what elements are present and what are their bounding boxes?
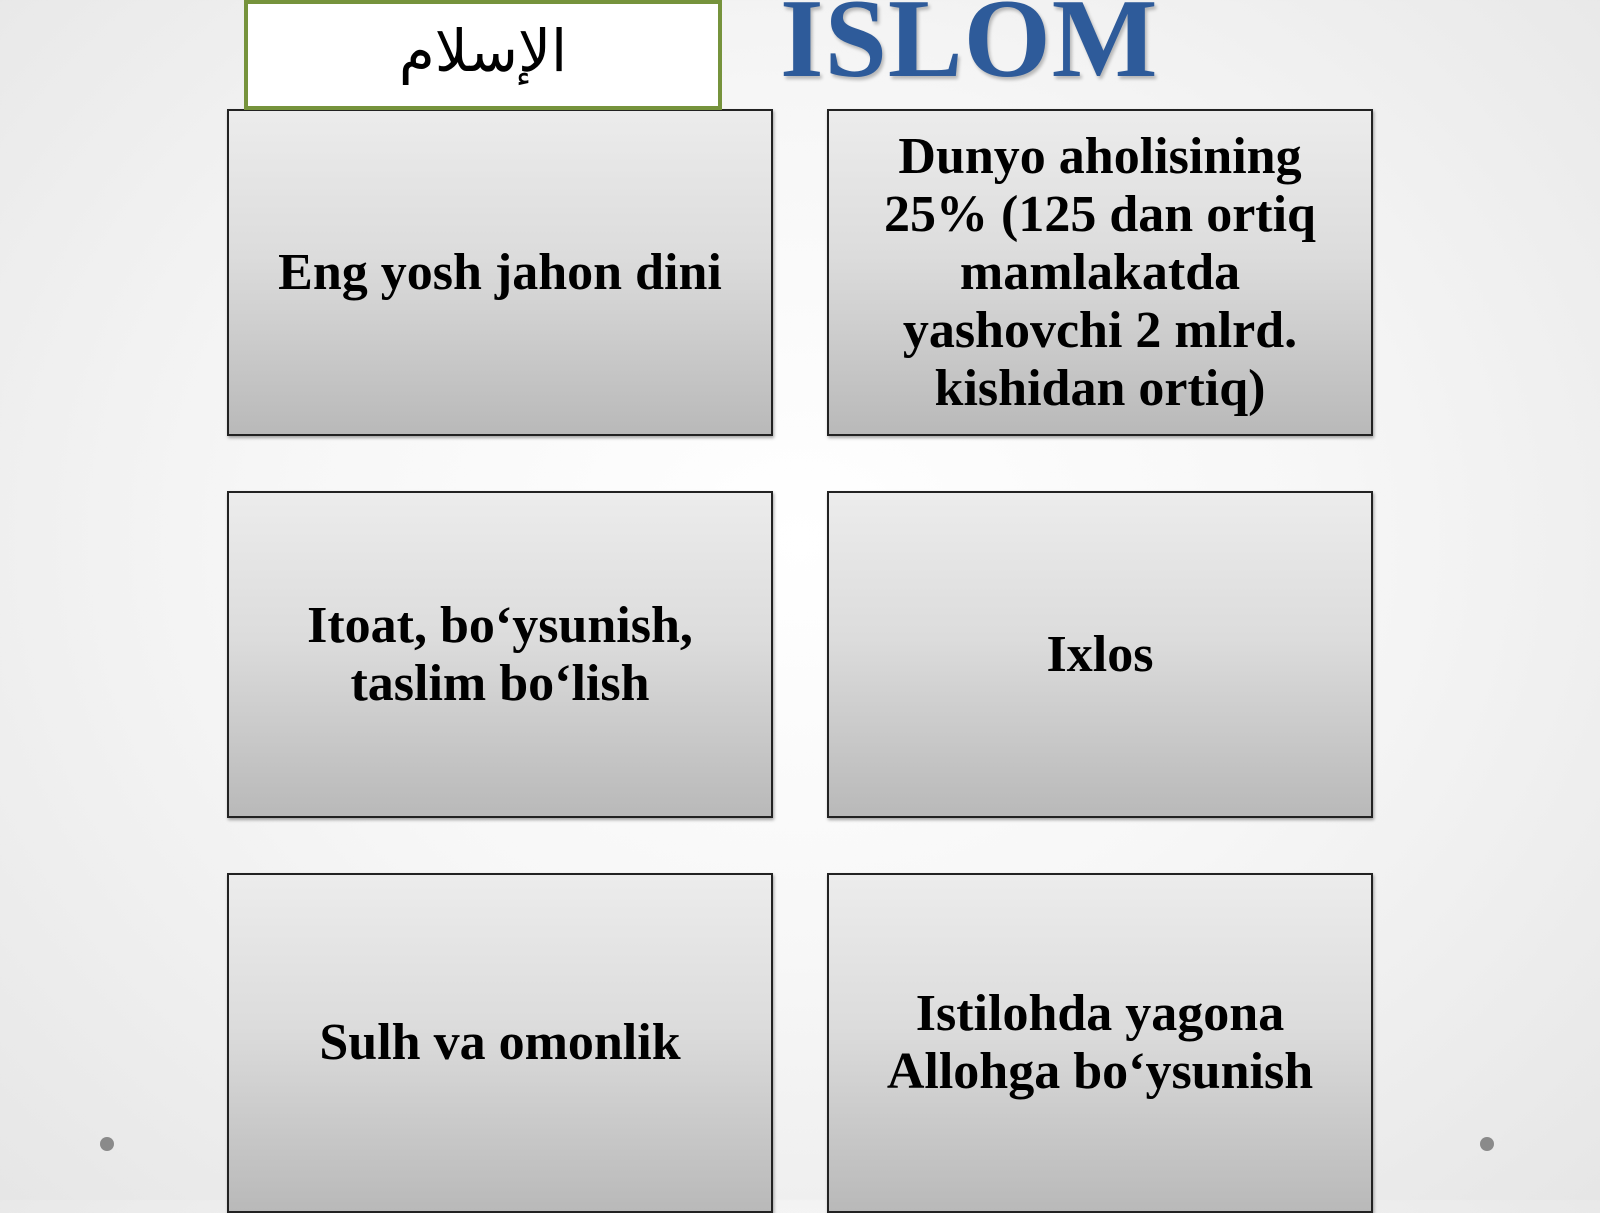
arabic-title-box <box>244 0 722 110</box>
arabic-title: الإسلام <box>398 17 568 85</box>
info-box-2-text: Dunyo aholisining 25% (125 dan ortiq mamlakatda yashovchi 2 mlrd. kishidan ortiq) <box>884 127 1316 417</box>
slide-title: ISLOM <box>780 0 1159 101</box>
info-box-4-text: Ixlos <box>1046 625 1154 683</box>
info-box-5 <box>227 873 773 1213</box>
decorative-dot-right <box>1480 1137 1494 1151</box>
decorative-dot-left <box>100 1137 114 1151</box>
info-box-4 <box>827 491 1373 818</box>
info-box-6 <box>827 873 1373 1213</box>
info-box-3-text: Itoat, bo‘ysunish, taslim bo‘lish <box>307 596 693 712</box>
info-box-3 <box>227 491 773 818</box>
info-box-2 <box>827 109 1373 436</box>
info-box-1 <box>227 109 773 436</box>
info-box-5-text: Sulh va omonlik <box>319 1014 681 1071</box>
info-box-1-text: Eng yosh jahon dini <box>278 243 722 301</box>
info-box-6-text: Istilohda yagona Allohga bo‘ysunish <box>886 985 1314 1100</box>
